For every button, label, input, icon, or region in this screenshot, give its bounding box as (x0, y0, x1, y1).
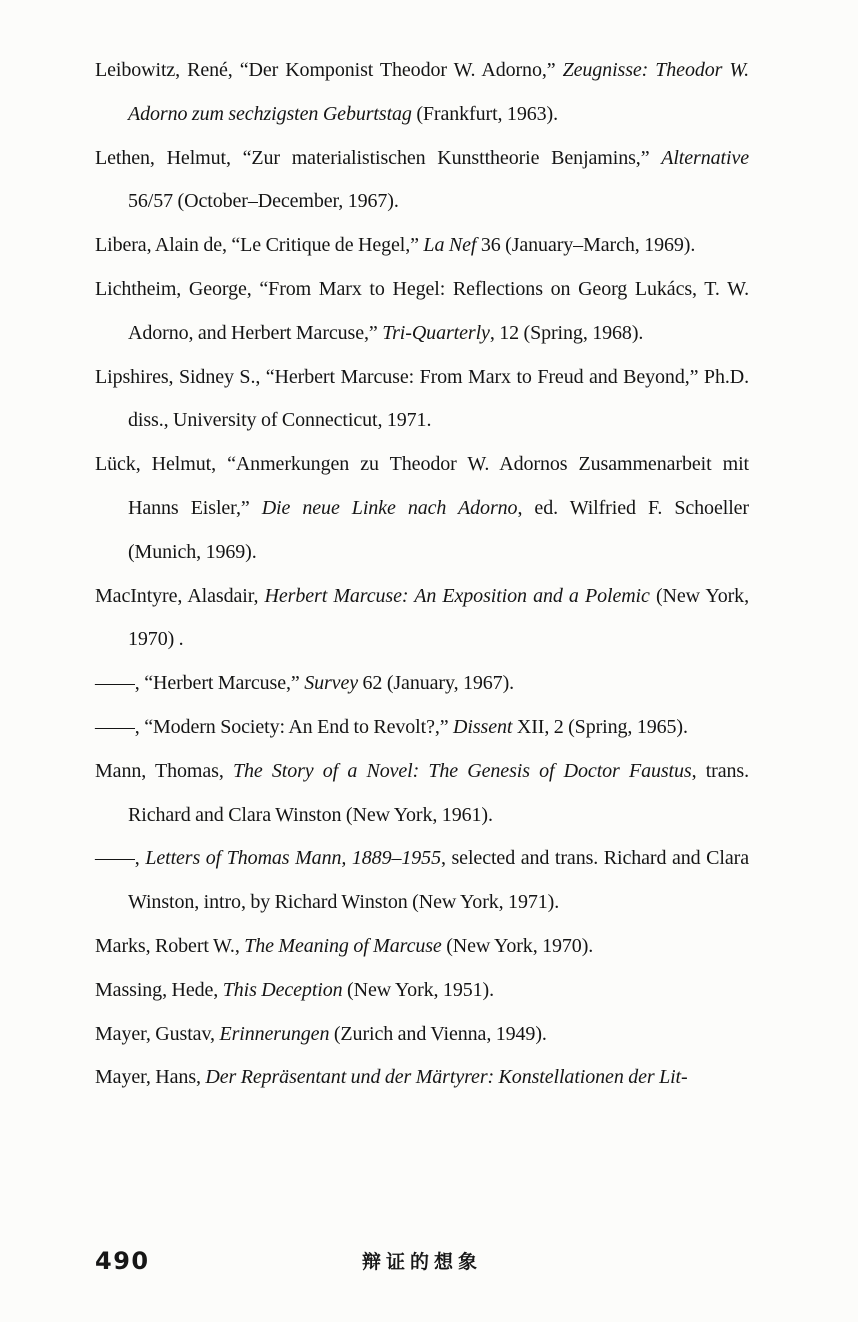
entry-title-italic: Alternative (661, 146, 749, 169)
entry-title-italic: Herbert Marcuse: An Exposition and a Polemic (264, 584, 650, 607)
bibliography-entry (95, 837, 749, 925)
entry-text: Leibowitz, René, “Der Komponist Theodor W. Adorno,” (95, 59, 563, 81)
bibliography-entry (95, 706, 749, 750)
entry-text: Massing, Hede, (95, 978, 223, 1001)
entry-title-italic: The Meaning of Marcuse (244, 934, 442, 957)
entry-text: 62 (January, 1967). (358, 672, 515, 695)
entry-title-italic: Erinnerungen (219, 1022, 330, 1045)
entry-title-italic: The Story of a Novel: The Genesis of Doctor Faustus (232, 759, 692, 782)
bibliography-entry (95, 137, 749, 225)
bibliography-entry (95, 443, 749, 574)
bibliography-entry (95, 268, 749, 356)
entry-title-italic: Die neue Linke nach Adorno (261, 496, 518, 519)
entry-text: (Zurich and Vienna, 1949). (329, 1022, 547, 1045)
entry-title-italic: Letters of Thomas Mann, 1889–1955 (145, 847, 441, 870)
bibliography-entry (95, 969, 749, 1013)
page-footer (95, 1246, 749, 1278)
entry-text: Mayer, Gustav, (95, 1022, 220, 1045)
entry-text: (Frankfurt, 1963). (411, 102, 558, 125)
bibliography-entry (95, 356, 749, 444)
bibliography-entry (95, 49, 749, 137)
running-title: 辩证的想象 (361, 1251, 482, 1273)
entry-title-italic: Der Repräsentant und der Märtyrer: Konstellationen der Lit- (205, 1066, 688, 1089)
entry-title-italic: Dissent (453, 715, 513, 738)
bibliography-entry (95, 224, 749, 268)
entry-text: ——, “Herbert Marcuse,” (95, 672, 305, 695)
page-number: 490 (95, 1247, 150, 1275)
entry-text: , ed. Wilfried F. Schoeller (Munich, 1969). (128, 496, 749, 563)
bibliography-list (95, 49, 749, 1100)
entry-text: (New York, 1970) . (128, 584, 749, 651)
bibliography-entry (95, 750, 749, 838)
entry-text: Mann, Thomas, (95, 759, 233, 782)
entry-text: ——, “Modern Society: An End to Revolt?,” (95, 715, 454, 738)
entry-title-italic: Survey (304, 672, 359, 695)
bibliography-entry (95, 575, 749, 663)
entry-title-italic: This Deception (222, 978, 343, 1001)
bibliography-entry (95, 1056, 749, 1100)
entry-text: , selected and trans. Richard and Clara Winston, intro, by Richard Winston (New York, 1971). (128, 847, 749, 914)
entry-text: ——, (95, 847, 146, 870)
entry-title-italic: Zeugnisse: Theodor W. Adorno zum sechzigsten Geburtstag (128, 59, 749, 125)
entry-text: MacIntyre, Alasdair, (95, 584, 265, 607)
entry-text: , trans. Richard and Clara Winston (New York, 1961). (128, 759, 749, 826)
entry-text: XII, 2 (Spring, 1965). (512, 715, 688, 738)
entry-text: Lethen, Helmut, “Zur materialistischen Kunsttheorie Benjamins,” (95, 146, 662, 169)
entry-text: (New York, 1970). (441, 934, 594, 957)
entry-text: , 12 (Spring, 1968). (489, 321, 644, 344)
entry-text: Lipshires, Sidney S., “Herbert Marcuse: From Marx to Freud and Beyond,” Ph.D. diss., University of Connecticut, 1971. (95, 365, 749, 432)
entry-text: (New York, 1951). (342, 978, 494, 1001)
entry-title-italic: Tri-Quarterly (382, 321, 490, 344)
bibliography-entry (95, 662, 749, 706)
entry-text: Libera, Alain de, “Le Critique de Hegel,” (95, 234, 424, 257)
entry-text: 36 (January–March, 1969). (476, 234, 696, 257)
entry-text: Mayer, Hans, (95, 1066, 206, 1089)
entry-text: Marks, Robert W., (95, 934, 245, 957)
entry-text: 56/57 (October–December, 1967). (128, 190, 399, 213)
entry-title-italic: La Nef (423, 234, 477, 257)
entry-text: Lück, Helmut, “Anmerkungen zu Theodor W. Adornos Zusammenarbeit mit Hanns Eisler,” (95, 453, 749, 519)
bibliography-entry (95, 1013, 749, 1057)
entry-text: Lichtheim, George, “From Marx to Hegel: Reflections on Georg Lukács, T. W. Adorno, and Herbert Marcuse,” (95, 277, 749, 344)
bibliography-entry (95, 925, 749, 969)
